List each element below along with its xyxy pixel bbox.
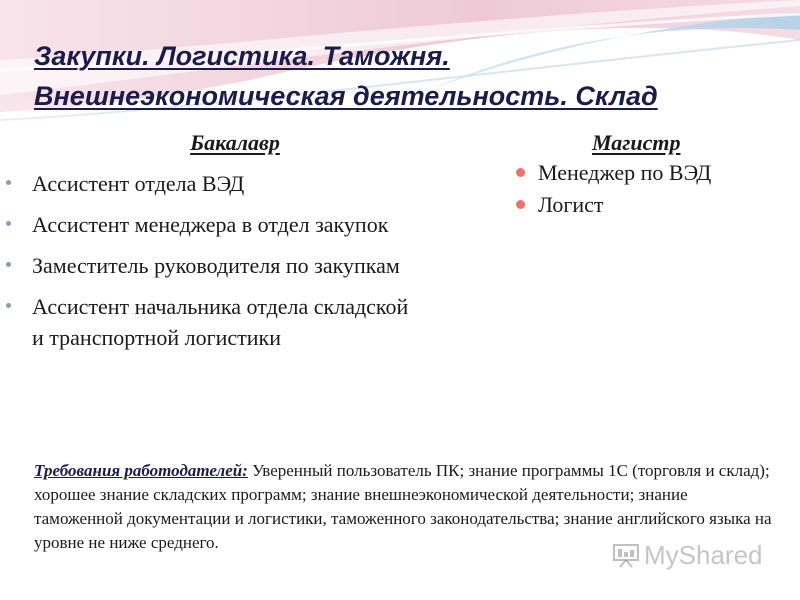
requirements-text: Уверенный пользователь ПК; знание программы 1С (торговля и склад); хорошее знание складских программ; знание внешнеэкономической деятельности; знание таможенной документации и логистики, таможенного законодательства; знание английского языка на уровне не ниже среднего.: [34, 461, 772, 552]
bachelor-column: [0, 128, 430, 363]
list-item: [32, 209, 412, 240]
master-list: [510, 158, 790, 220]
bullet-icon: [6, 180, 11, 185]
bachelor-heading: Бакалавр: [190, 130, 280, 155]
list-item-text: Ассистент отдела ВЭД: [32, 171, 245, 196]
list-item-text: Заместитель руководителя по закупкам: [32, 253, 400, 278]
list-item-text: Ассистент начальника отдела складской и транспортной логистики: [32, 294, 409, 350]
bachelor-list: [0, 168, 430, 353]
list-item: [32, 291, 412, 353]
bullet-icon: [6, 262, 11, 267]
list-item-text: Логист: [538, 192, 604, 217]
bullet-icon: [516, 200, 525, 209]
list-item-text: Ассистент менеджера в отдел закупок: [32, 212, 389, 237]
list-item: [538, 158, 790, 188]
bullet-icon: [516, 168, 525, 177]
title-line-2: Внешнеэкономическая деятельность. Склад: [34, 81, 658, 111]
list-item-text: Менеджер по ВЭД: [538, 160, 712, 185]
list-item: [32, 168, 412, 199]
master-heading: Магистр: [592, 130, 681, 155]
requirements-label: Требования работодателей:: [34, 461, 248, 480]
watermark: [612, 540, 763, 571]
list-item: [32, 250, 412, 281]
list-item: [538, 190, 790, 220]
watermark-text: MyShared: [644, 540, 763, 570]
title-line-1: Закупки. Логистика. Таможня.: [34, 41, 450, 71]
master-column: [510, 128, 790, 222]
bullet-icon: [6, 221, 11, 226]
presentation-board-icon: [612, 542, 640, 568]
bullet-icon: [6, 303, 11, 308]
slide-title: [34, 36, 774, 116]
